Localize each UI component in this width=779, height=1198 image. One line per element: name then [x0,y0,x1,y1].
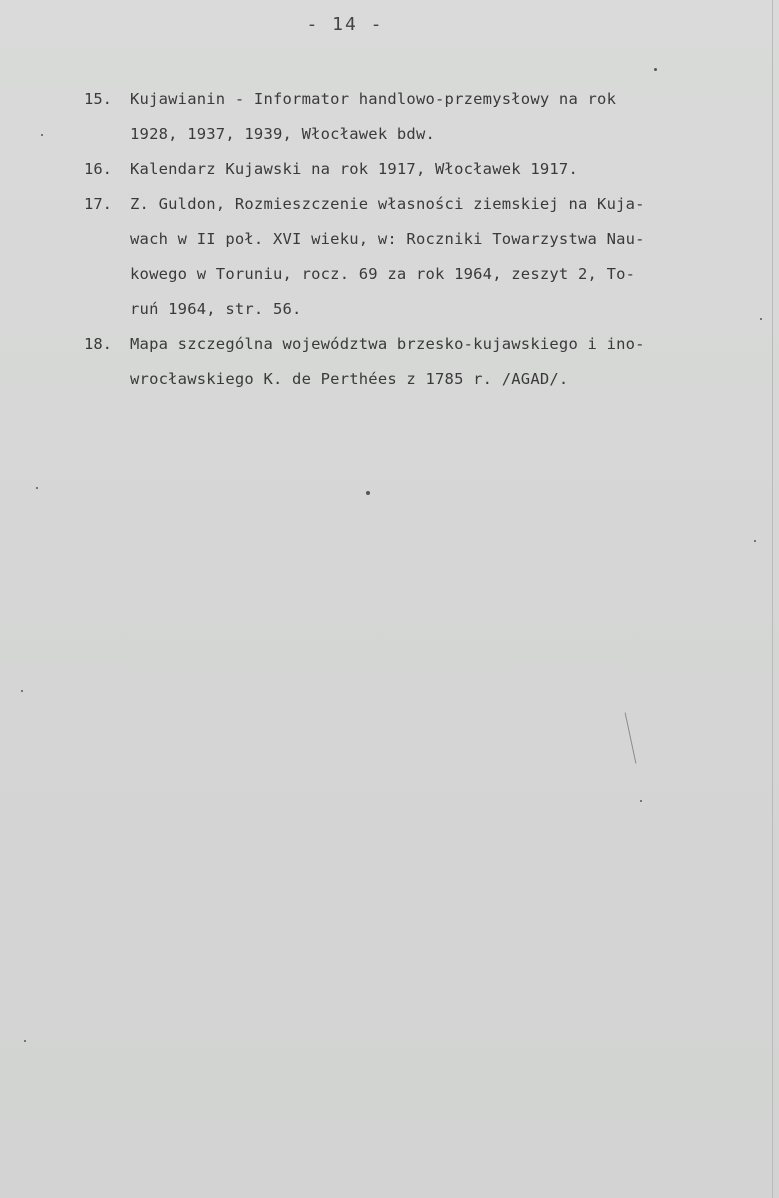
paper-speck [760,318,762,320]
pen-mark [625,712,637,763]
entry-line: wach w II poł. XVI wieku, w: Roczniki Towarzystwa Nau- [130,230,645,248]
entry-number: 17. [84,195,112,213]
entry-line: kowego w Toruniu, rocz. 69 za rok 1964, zeszyt 2, To- [130,265,636,283]
entry-number: 18. [84,335,112,353]
entry-line: Kujawianin - Informator handlowo-przemysłowy na rok [130,90,617,108]
entry-number: 15. [84,90,112,108]
paper-speck [21,690,23,692]
entry-line: Z. Guldon, Rozmieszczenie własności ziemskiej na Kuja- [130,195,645,213]
entry-line: Mapa szczególna województwa brzesko-kujawskiego i ino- [130,335,645,353]
bibliography-entry-17 [84,187,744,327]
paper-speck [654,68,657,71]
bibliography-list [84,82,744,397]
entry-line: ruń 1964, str. 56. [130,300,302,318]
paper-speck [24,1040,26,1042]
entry-text [130,152,744,187]
bibliography-entry-15 [84,82,744,152]
bibliography-entry-16 [84,152,744,187]
entry-text [130,327,744,397]
entry-line: wrocławskiego K. de Perthées z 1785 r. /AGAD/. [130,370,569,388]
page-number: - 14 - [306,14,384,35]
entry-number: 16. [84,160,112,178]
entry-line: 1928, 1937, 1939, Włocławek bdw. [130,125,436,143]
paper-speck [366,491,370,495]
paper-speck [41,134,43,136]
entry-text [130,82,744,152]
page-edge-line [772,0,773,1198]
entry-line: Kalendarz Kujawski na rok 1917, Włocławek 1917. [130,160,578,178]
paper-speck [36,487,38,489]
paper-speck [640,800,642,802]
bibliography-entry-18 [84,327,744,397]
paper-speck [754,540,756,542]
entry-text [130,187,744,327]
